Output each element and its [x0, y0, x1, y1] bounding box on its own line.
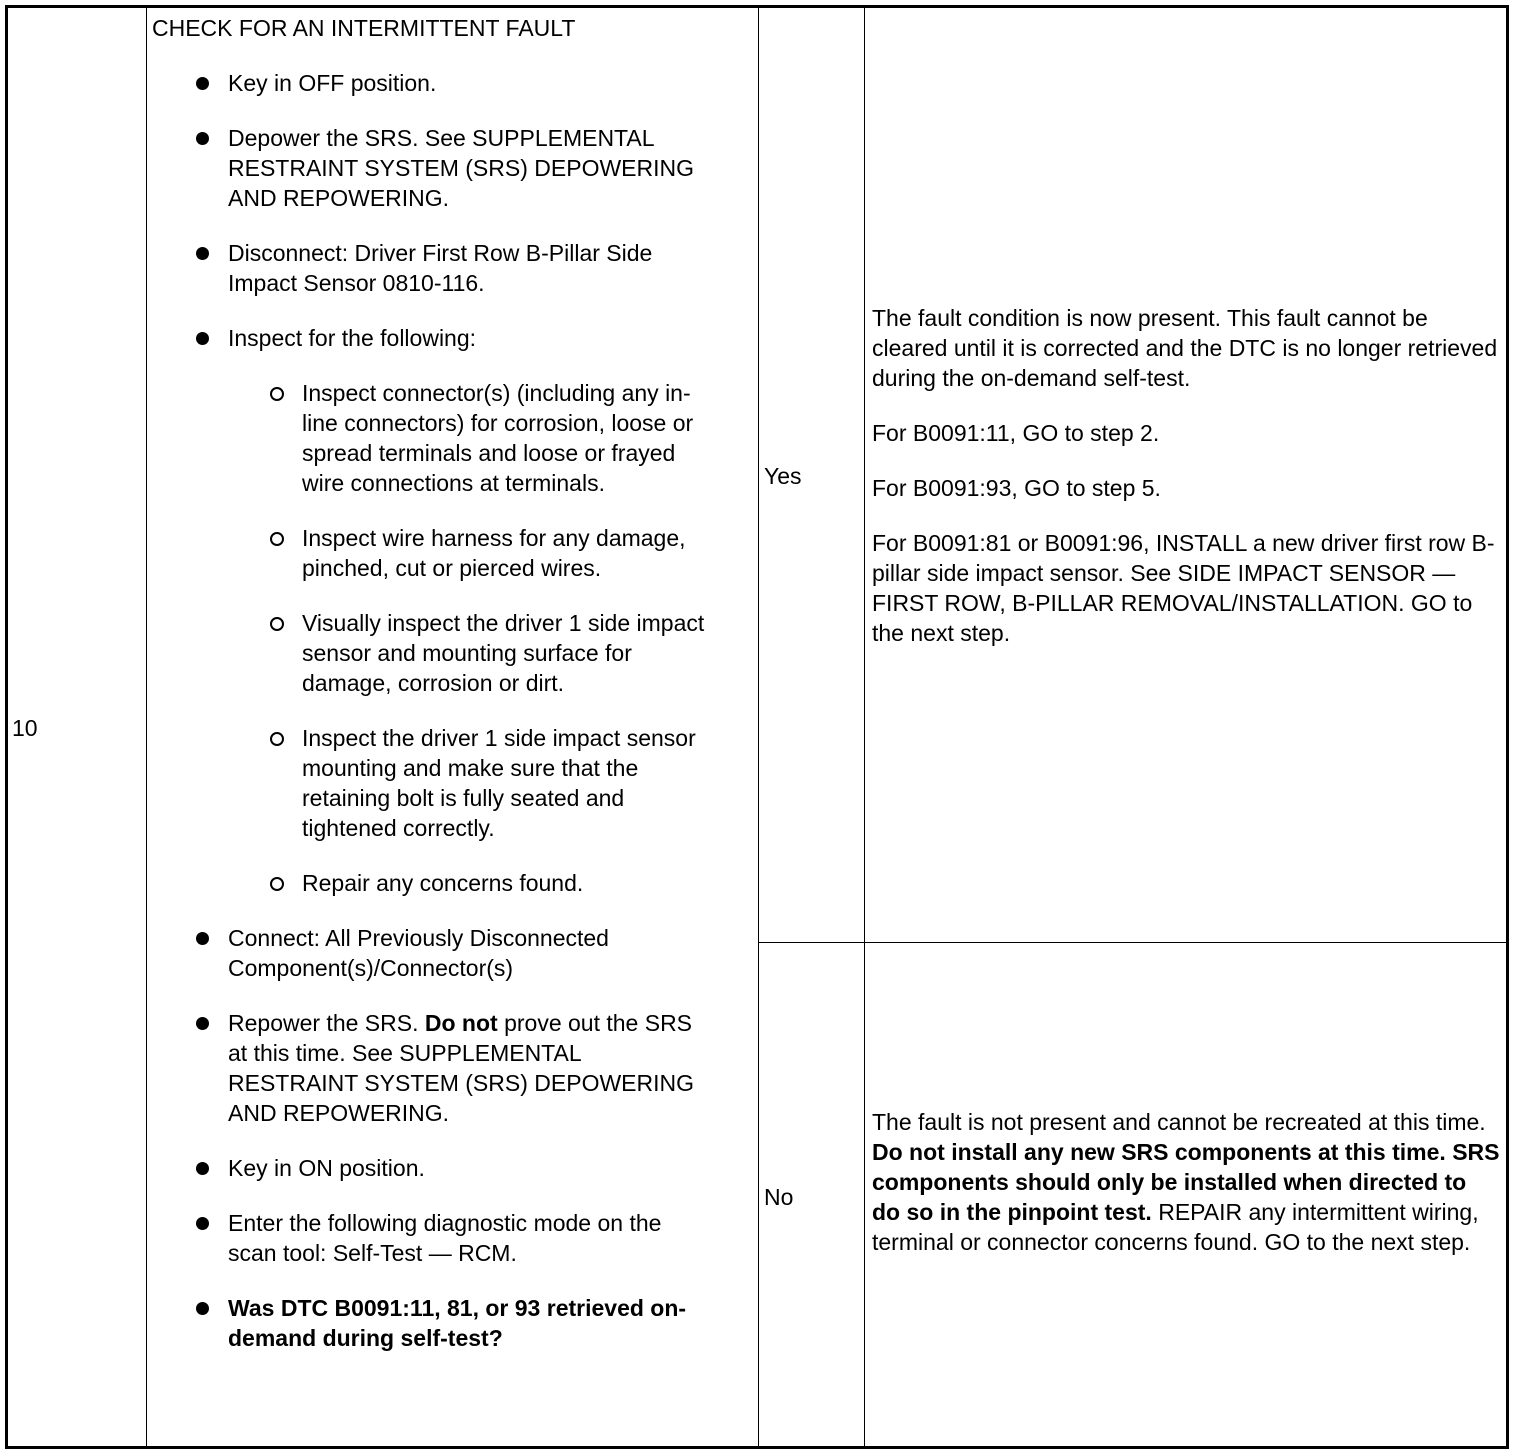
- action-text: The fault condition is now present. This fault cannot be cleared until it is corrected and the DTC is no longer retrieved during the on-demand self-test.: [872, 305, 1498, 391]
- sub-list-item: Inspect the driver 1 side impact sensor mounting and make sure that the retaining bolt is fully seated and tightened correctly.: [152, 723, 712, 843]
- bullet-icon: [196, 1217, 209, 1230]
- bullet-icon: [196, 932, 209, 945]
- action-text: For B0091:11, GO to step 2.: [872, 420, 1160, 446]
- diagnostic-question: Was DTC B0091:11, 81, or 93 retrieved on-demand during self-test?: [152, 1293, 712, 1353]
- step-number: 10: [12, 715, 38, 741]
- action-text: For B0091:93, GO to step 5.: [872, 475, 1161, 501]
- step-instructions: [152, 68, 712, 1378]
- sub-list-item: Repair any concerns found.: [152, 868, 712, 898]
- sub-list-item: Visually inspect the driver 1 side impact sensor and mounting surface for damage, corrosion or dirt.: [152, 608, 712, 698]
- list-item: Repower the SRS. Do not prove out the SRS at this time. See SUPPLEMENTAL RESTRAINT SYSTEM (SRS) DEPOWERING AND REPOWERING.: [152, 1008, 712, 1128]
- bullet-icon: [196, 1302, 209, 1315]
- list-item: Connect: All Previously Disconnected Component(s)/Connector(s): [152, 923, 712, 983]
- sub-list-item: Inspect connector(s) (including any in-line connectors) for corrosion, loose or spread terminals and loose or frayed wire connections at terminals.: [152, 378, 712, 498]
- column-divider-action: [864, 7, 865, 1447]
- list-item: Inspect for the following:: [152, 323, 712, 353]
- row-divider-yes-no: [758, 942, 1506, 943]
- column-divider-result: [758, 7, 759, 1447]
- bullet-icon: [196, 247, 209, 260]
- answer-yes: Yes: [764, 463, 802, 489]
- step-title: CHECK FOR AN INTERMITTENT FAULT: [152, 15, 576, 41]
- action-text: The fault is not present and cannot be recreated at this time. Do not install any new SRS components at this time. SRS components should only be installed when directed to do so in the pinpoint test. REPAIR any intermittent wiring, terminal or connector concerns found. GO to the next step.: [872, 1109, 1500, 1255]
- hollow-bullet-icon: [270, 877, 284, 891]
- bullet-icon: [196, 77, 209, 90]
- hollow-bullet-icon: [270, 532, 284, 546]
- list-item: Depower the SRS. See SUPPLEMENTAL RESTRAINT SYSTEM (SRS) DEPOWERING AND REPOWERING.: [152, 123, 712, 213]
- bullet-icon: [196, 1162, 209, 1175]
- action-text: For B0091:81 or B0091:96, INSTALL a new driver first row B-pillar side impact sensor. See SIDE IMPACT SENSOR — FIRST ROW, B-PILLAR REMOVAL/INSTALLATION. GO to the next step.: [872, 530, 1495, 646]
- sub-list-item: Inspect wire harness for any damage, pinched, cut or pierced wires.: [152, 523, 712, 583]
- column-divider-step: [146, 7, 147, 1447]
- bullet-icon: [196, 332, 209, 345]
- list-item: Enter the following diagnostic mode on the scan tool: Self-Test — RCM.: [152, 1208, 712, 1268]
- answer-no: No: [764, 1184, 794, 1210]
- list-item: Disconnect: Driver First Row B-Pillar Side Impact Sensor 0810-116.: [152, 238, 712, 298]
- hollow-bullet-icon: [270, 387, 284, 401]
- action-yes: [872, 303, 1500, 673]
- bullet-icon: [196, 132, 209, 145]
- hollow-bullet-icon: [270, 617, 284, 631]
- bullet-icon: [196, 1017, 209, 1030]
- list-item: Key in OFF position.: [152, 68, 712, 98]
- action-no: [872, 1107, 1500, 1282]
- list-item: Key in ON position.: [152, 1153, 712, 1183]
- hollow-bullet-icon: [270, 732, 284, 746]
